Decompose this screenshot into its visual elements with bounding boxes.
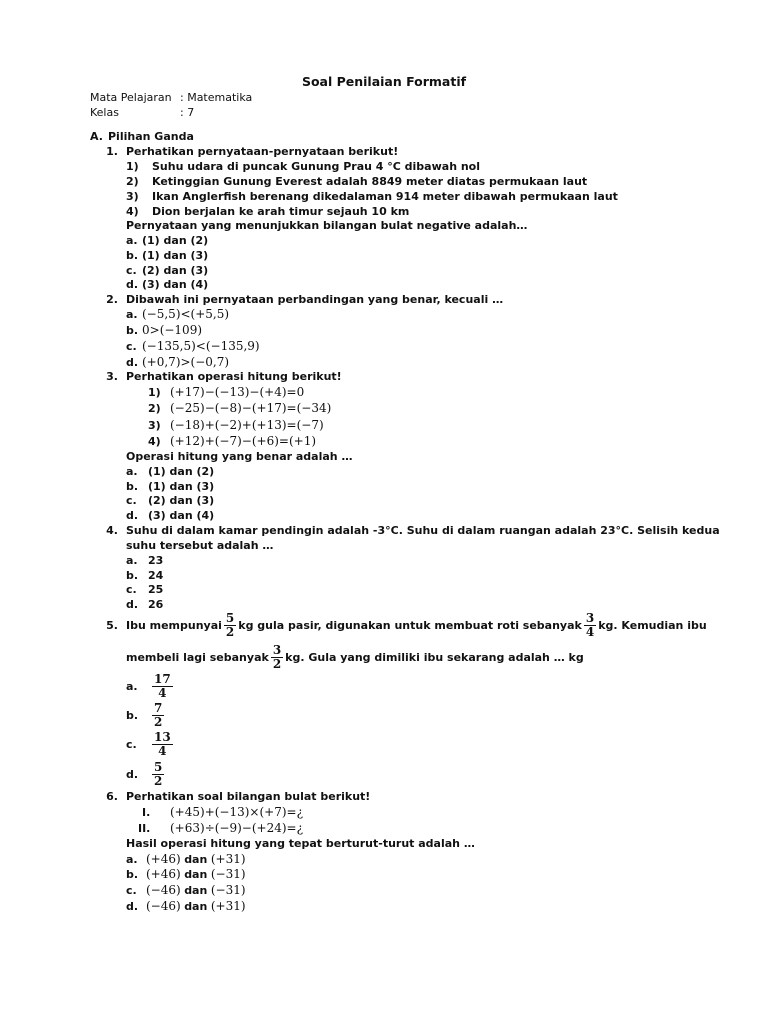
statement-number: 3) xyxy=(126,190,139,203)
fraction-denominator: 2 xyxy=(154,714,163,729)
option-letter: a. xyxy=(126,853,138,866)
statement-number: 1) xyxy=(126,160,139,173)
statement-text: Suhu udara di puncak Gunung Prau 4 °C dibawah nol xyxy=(152,160,481,173)
option-letter: a. xyxy=(126,308,138,321)
answer-option[interactable] xyxy=(126,465,214,478)
fraction-numerator: 13 xyxy=(154,729,171,744)
fraction-denominator: 2 xyxy=(154,773,163,788)
fraction-denominator: 4 xyxy=(585,624,595,639)
question-5 xyxy=(90,610,707,640)
q3-item xyxy=(148,401,331,415)
option-letter: d. xyxy=(126,278,139,291)
option-math-a: (+46) xyxy=(146,852,181,866)
answer-option[interactable] xyxy=(126,355,229,369)
q3-prompt: Operasi hitung yang benar adalah … xyxy=(126,450,353,463)
answer-option[interactable] xyxy=(126,583,163,596)
option-math-a: (−46) xyxy=(146,883,181,897)
option-letter: b. xyxy=(126,868,139,881)
answer-option[interactable] xyxy=(126,899,246,913)
option-text: 23 xyxy=(148,554,164,567)
fraction xyxy=(152,673,173,700)
option-math: (−135,5)<(−135,9) xyxy=(142,339,260,353)
option-letter: c. xyxy=(126,884,137,897)
fraction-numerator: 5 xyxy=(154,759,163,774)
item-number: 2) xyxy=(148,402,161,415)
question-number: 4. xyxy=(106,524,118,537)
question-text: Perhatikan soal bilangan bulat berikut! xyxy=(126,790,371,803)
option-math: (+0,7)>(−0,7) xyxy=(142,355,230,369)
option-connector: dan xyxy=(184,853,208,866)
answer-option[interactable] xyxy=(126,278,208,291)
fraction-denominator: 4 xyxy=(158,743,167,758)
item-math: (+63)÷(−9)−(+24)=¿ xyxy=(170,821,304,835)
option-letter: d. xyxy=(126,509,139,522)
option-math-b: (+31) xyxy=(210,852,246,866)
option-letter: b. xyxy=(126,324,139,337)
item-math: (−25)−(−8)−(+17)=(−34) xyxy=(170,401,332,415)
answer-option[interactable] xyxy=(126,671,175,701)
answer-option[interactable] xyxy=(126,554,163,567)
subject-value: : Matematika xyxy=(180,91,253,104)
option-text: 26 xyxy=(148,598,164,611)
statement-text: Dion berjalan ke arah timur sejauh 10 km xyxy=(152,205,410,218)
answer-option[interactable] xyxy=(126,569,163,582)
question-number: 6. xyxy=(106,790,118,803)
fraction xyxy=(152,761,164,788)
question-number: 3. xyxy=(106,370,118,383)
option-letter: a. xyxy=(126,554,138,567)
fraction-numerator: 3 xyxy=(272,642,282,657)
item-number: 4) xyxy=(148,435,161,448)
option-letter: d. xyxy=(126,900,139,913)
option-letter: b. xyxy=(126,249,139,262)
document-meta xyxy=(90,90,252,120)
subject-row xyxy=(90,90,252,105)
answer-option[interactable] xyxy=(126,729,175,759)
question-text-part: kg. Gula yang dimiliki ibu sekarang adalah … kg xyxy=(285,650,584,664)
option-text: (2) dan (3) xyxy=(148,494,215,507)
question-number: 1. xyxy=(106,145,118,158)
question-text-part: kg gula pasir, digunakan untuk membuat roti sebanyak xyxy=(238,618,582,632)
item-math: (+12)+(−7)−(+6)=(+1) xyxy=(170,434,317,448)
q1-statement xyxy=(126,160,480,173)
answer-option[interactable] xyxy=(126,852,246,866)
option-text: 24 xyxy=(148,569,164,582)
option-math-a: (+46) xyxy=(146,867,181,881)
section-letter: A. xyxy=(90,130,103,143)
q6-item xyxy=(138,821,303,835)
question-text-line-1: Suhu di dalam kamar pendingin adalah -3°C. Suhu di dalam ruangan adalah 23°C. Selisih kedua xyxy=(126,524,720,537)
answer-option[interactable] xyxy=(126,867,246,881)
q1-statement xyxy=(126,175,587,188)
q3-item xyxy=(148,385,304,399)
answer-option[interactable] xyxy=(126,339,260,353)
option-letter: a. xyxy=(126,465,138,478)
answer-option[interactable] xyxy=(126,307,229,321)
fraction xyxy=(224,612,236,639)
fraction-numerator: 3 xyxy=(585,610,595,625)
option-text: (3) dan (4) xyxy=(142,278,209,291)
fraction-denominator: 2 xyxy=(225,624,235,639)
answer-option[interactable] xyxy=(126,249,208,262)
answer-option[interactable] xyxy=(126,883,246,897)
statement-number: 2) xyxy=(126,175,139,188)
item-math: (−18)+(−2)+(+13)=(−7) xyxy=(170,418,324,432)
item-math: (+17)−(−13)−(+4)=0 xyxy=(170,385,305,399)
fraction-denominator: 4 xyxy=(158,685,167,700)
option-letter: c. xyxy=(126,583,137,596)
option-text: (1) dan (3) xyxy=(142,249,209,262)
option-letter: d. xyxy=(126,598,139,611)
option-letter: b. xyxy=(126,708,139,722)
answer-option[interactable] xyxy=(126,509,214,522)
question-text-part: kg. Kemudian ibu xyxy=(598,618,707,632)
option-math: (−5,5)<(+5,5) xyxy=(142,307,230,321)
question-text-part: membeli lagi sebanyak xyxy=(126,650,269,664)
option-letter: c. xyxy=(126,737,137,751)
option-letter: d. xyxy=(126,356,139,369)
option-letter: a. xyxy=(126,679,138,693)
option-text: (2) dan (3) xyxy=(142,264,209,277)
item-number: 3) xyxy=(148,419,161,432)
option-connector: dan xyxy=(184,884,208,897)
fraction xyxy=(584,612,596,639)
option-math-b: (+31) xyxy=(210,899,246,913)
item-math: (+45)+(−13)×(+7)=¿ xyxy=(170,805,304,819)
fraction xyxy=(271,644,283,671)
option-letter: b. xyxy=(126,480,139,493)
option-math: 0>(−109) xyxy=(142,323,203,337)
subject-label: Mata Pelajaran xyxy=(90,91,172,104)
answer-option[interactable] xyxy=(126,494,214,507)
answer-option[interactable] xyxy=(126,234,208,247)
question-text: Perhatikan operasi hitung berikut! xyxy=(126,370,342,383)
question-number: 5. xyxy=(106,618,118,632)
fraction xyxy=(152,702,164,729)
page-title: Soal Penilaian Formatif xyxy=(301,74,467,89)
option-math-b: (−31) xyxy=(210,867,246,881)
item-number: I. xyxy=(142,806,151,819)
section-title: Pilihan Ganda xyxy=(108,130,194,143)
question-text-line-2: suhu tersebut adalah … xyxy=(126,539,274,552)
question-number: 2. xyxy=(106,293,118,306)
item-number: II. xyxy=(138,822,151,835)
fraction-numerator: 5 xyxy=(225,610,235,625)
section-heading xyxy=(90,130,194,143)
option-text: 25 xyxy=(148,583,164,596)
q1-prompt: Pernyataan yang menunjukkan bilangan bulat negative adalah… xyxy=(126,219,528,232)
fraction-numerator: 17 xyxy=(154,671,171,686)
fraction xyxy=(152,731,173,758)
answer-option[interactable] xyxy=(126,323,202,337)
statement-text: Ketinggian Gunung Everest adalah 8849 meter diatas permukaan laut xyxy=(152,175,588,188)
fraction-numerator: 7 xyxy=(154,700,163,715)
option-math-a: (−46) xyxy=(146,899,181,913)
q1-statement xyxy=(126,190,618,203)
question-text: Dibawah ini pernyataan perbandingan yang benar, kecuali … xyxy=(126,293,504,306)
q3-item xyxy=(148,434,316,448)
option-letter: b. xyxy=(126,569,139,582)
item-number: 1) xyxy=(148,386,161,399)
option-text: (1) dan (2) xyxy=(148,465,215,478)
class-label: Kelas xyxy=(90,106,119,119)
q6-item xyxy=(142,805,303,819)
option-letter: c. xyxy=(126,494,137,507)
fraction-denominator: 2 xyxy=(272,656,282,671)
statement-number: 4) xyxy=(126,205,139,218)
option-text: (1) dan (2) xyxy=(142,234,209,247)
answer-option[interactable] xyxy=(126,700,166,730)
answer-option[interactable] xyxy=(126,264,208,277)
option-letter: d. xyxy=(126,767,139,781)
question-text: Perhatikan pernyataan-pernyataan berikut! xyxy=(126,145,399,158)
q3-item xyxy=(148,418,324,432)
answer-option[interactable] xyxy=(126,759,166,789)
class-row xyxy=(90,105,252,120)
q6-prompt: Hasil operasi hitung yang tepat berturut-turut adalah … xyxy=(126,837,475,850)
option-text: (1) dan (3) xyxy=(148,480,215,493)
option-letter: c. xyxy=(126,264,137,277)
answer-option[interactable] xyxy=(126,480,214,493)
option-connector: dan xyxy=(184,868,208,881)
class-value: : 7 xyxy=(180,106,195,119)
question-text-part: Ibu mempunyai xyxy=(126,618,222,632)
option-math-b: (−31) xyxy=(210,883,246,897)
option-letter: a. xyxy=(126,234,138,247)
q1-statement xyxy=(126,205,409,218)
option-letter: c. xyxy=(126,340,137,353)
question-5-line-2 xyxy=(126,642,584,672)
option-connector: dan xyxy=(184,900,208,913)
option-text: (3) dan (4) xyxy=(148,509,215,522)
statement-text: Ikan Anglerfish berenang dikedalaman 914 meter dibawah permukaan laut xyxy=(152,190,618,203)
